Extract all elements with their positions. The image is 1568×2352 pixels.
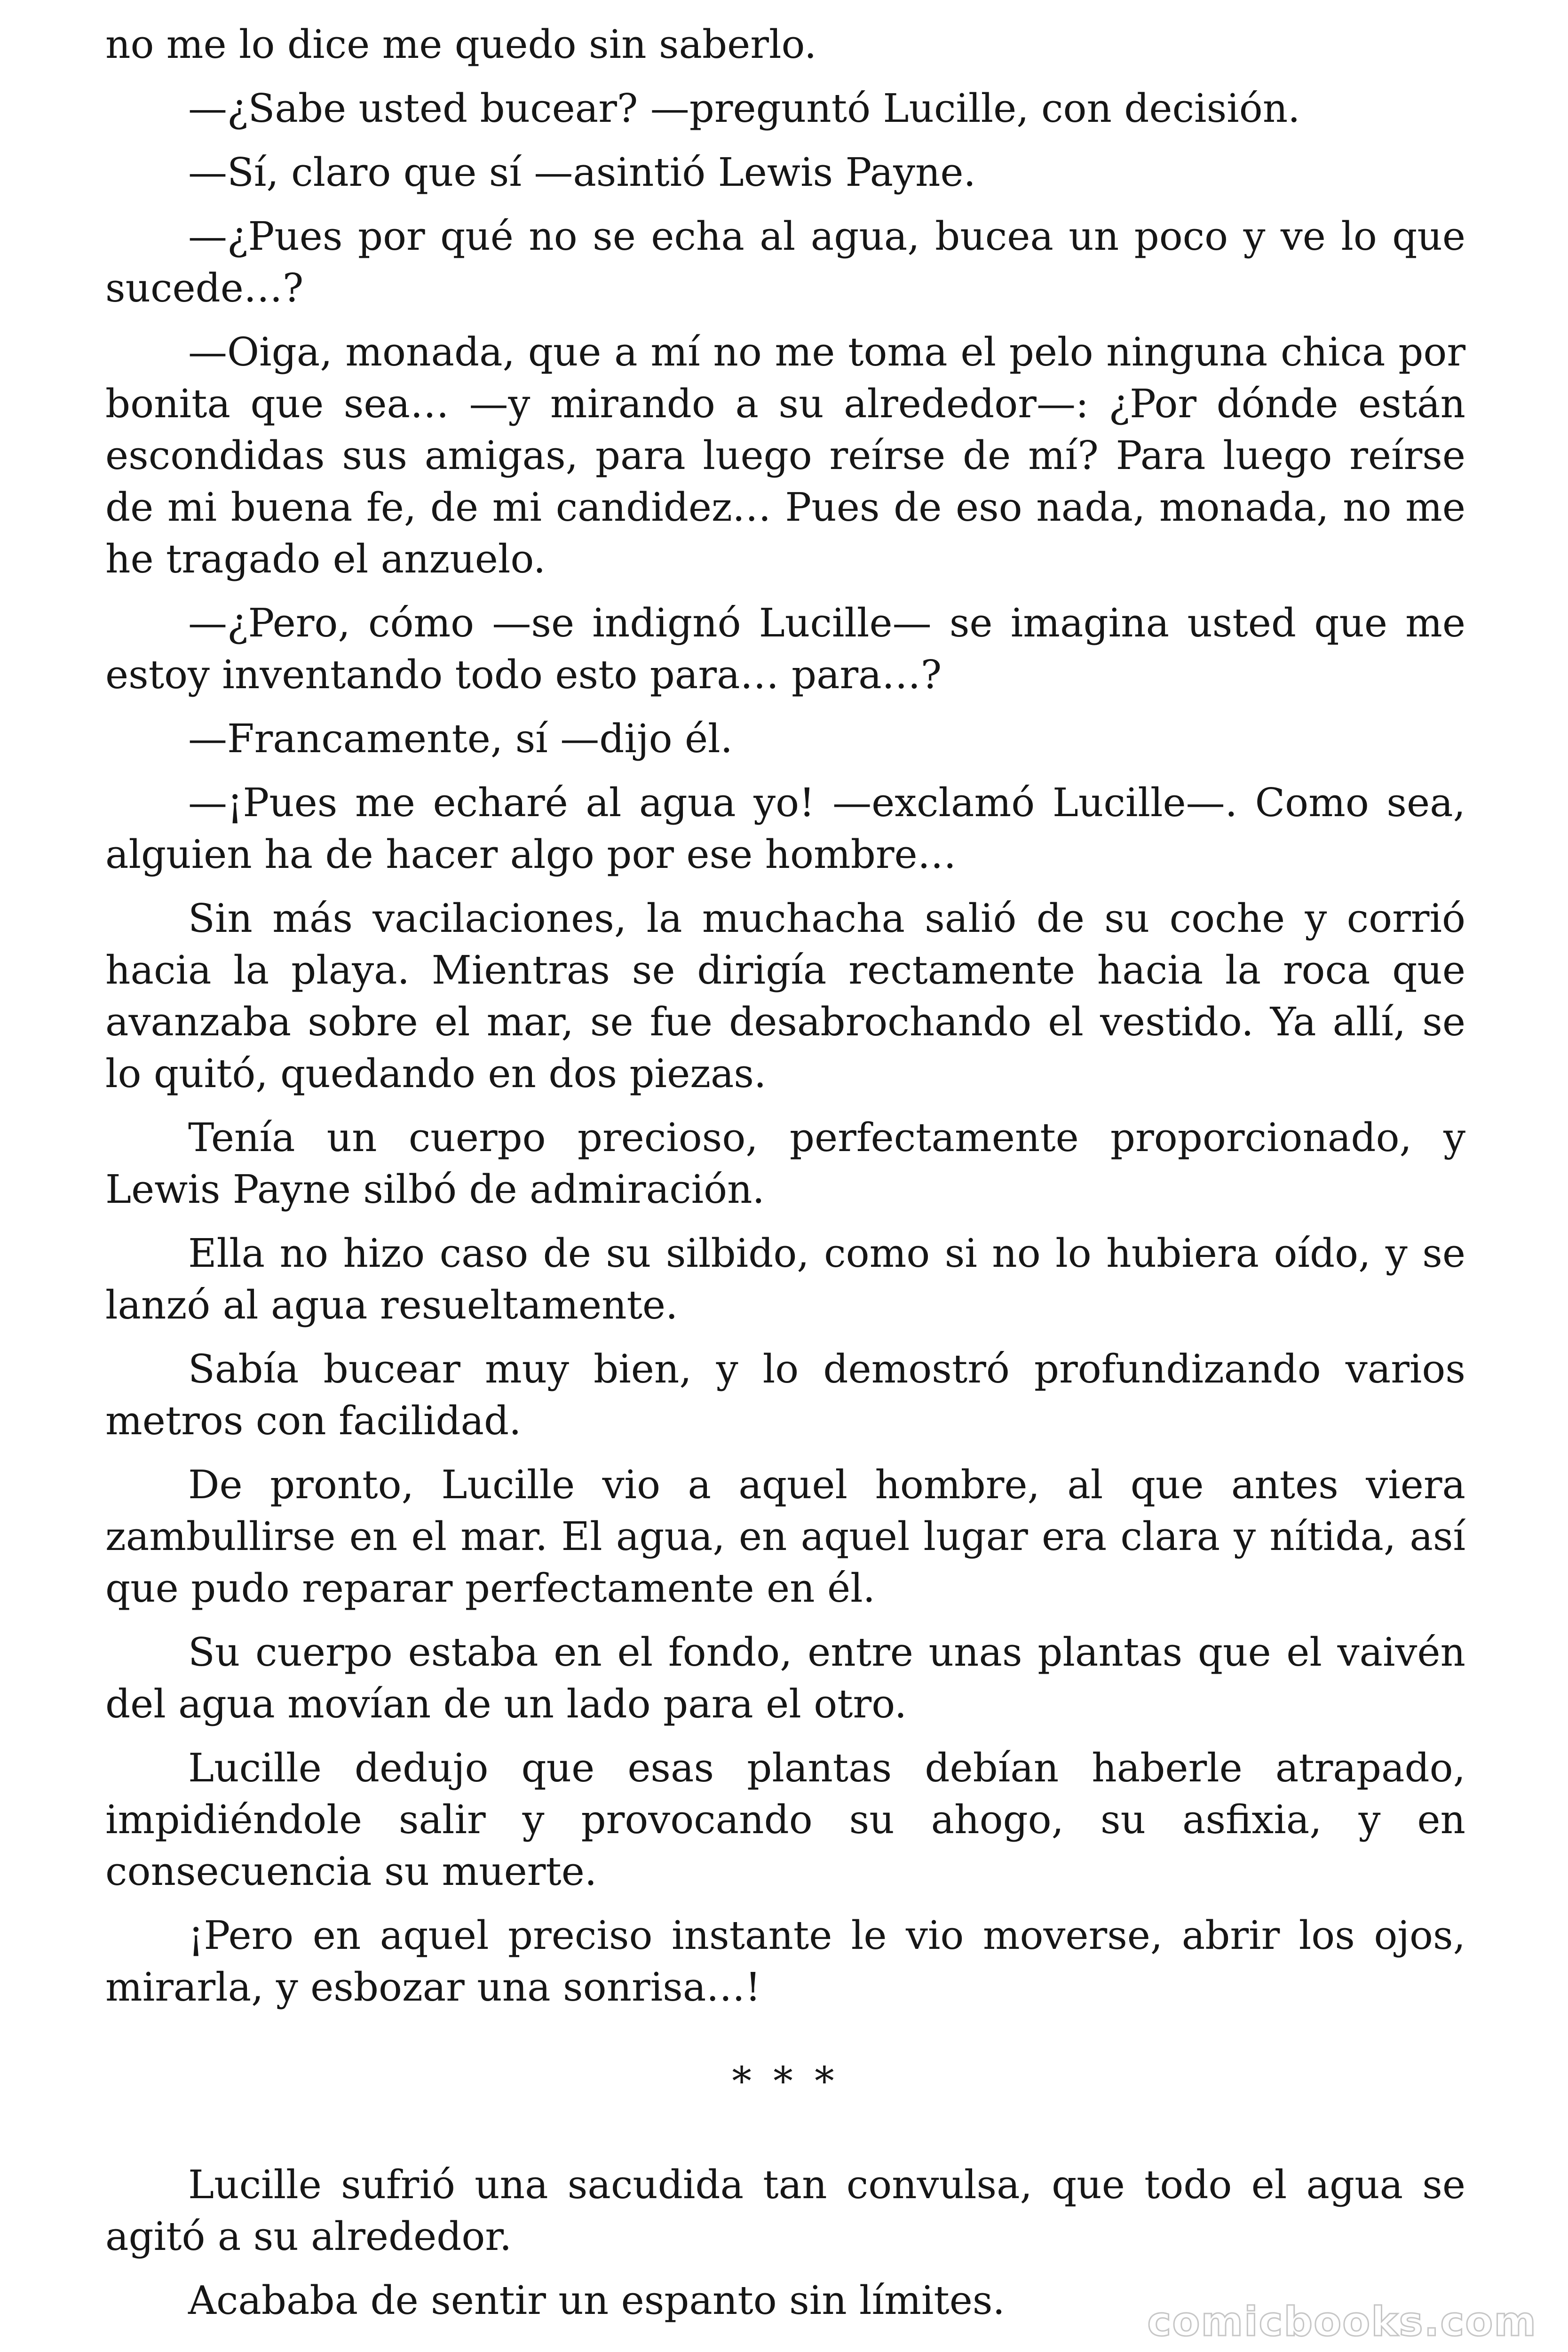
paragraph: ¡Pero en aquel preciso instante le vio moverse, abrir los ojos, mirarla, y esbozar una sonrisa…! [105, 1913, 1465, 2010]
book-page [105, 19, 1465, 2339]
paragraph: Lucille dedujo que esas plantas debían haberle atrapado, impidiéndole salir y provocando su ahogo, su asfixia, y en consecuencia su muerte. [105, 1745, 1465, 1894]
paragraph: Tenía un cuerpo precioso, perfectamente proporcionado, y Lewis Payne silbó de admiración. [105, 1115, 1465, 1212]
paragraph: De pronto, Lucille vio a aquel hombre, al que antes viera zambullirse en el mar. El agua, en aquel lugar era clara y nítida, así que pudo reparar perfectamente en él. [105, 1462, 1465, 1611]
paragraph: —¡Pues me echaré al agua yo! —exclamó Lucille—. Como sea, alguien ha de hacer algo por ese hombre… [105, 780, 1465, 877]
paragraph: no me lo dice me quedo sin saberlo. [105, 22, 817, 67]
paragraph: Sin más vacilaciones, la muchacha salió de su coche y corrió hacia la playa. Mientras se dirigía rectamente hacia la roca que avanzaba sobre el mar, se fue desabrochando el vestido. Ya allí, se lo quitó, quedando en dos piezas. [105, 896, 1465, 1097]
watermark: comicbooks.com [1147, 2298, 1537, 2345]
paragraph: —Oiga, monada, que a mí no me toma el pelo ninguna chica por bonita que sea… —y mirando a su alrededor—: ¿Por dónde están escondidas sus amigas, para luego reírse de mí? Para luego reírse de mi buena fe, de mi candidez… Pues de eso nada, monada, no me he tragado el anzuelo. [105, 329, 1465, 582]
paragraph: Ella no hizo caso de su silbido, como si no lo hubiera oído, y se lanzó al agua resueltamente. [105, 1231, 1465, 1328]
paragraph: Lucille sufrió una sacudida tan convulsa, que todo el agua se agitó a su alrededor. [105, 2162, 1465, 2259]
paragraph: Acababa de sentir un espanto sin límites. [188, 2278, 1005, 2323]
paragraph: —Francamente, sí —dijo él. [188, 716, 733, 762]
paragraph: —¿Pero, cómo —se indignó Lucille— se imagina usted que me estoy inventando todo esto para… para…? [105, 600, 1465, 698]
paragraph: —¿Pues por qué no se echa al agua, bucea un poco y ve lo que sucede…? [105, 214, 1465, 311]
paragraph: —¿Sabe usted bucear? —preguntó Lucille, con decisión. [188, 86, 1300, 131]
paragraph: —Sí, claro que sí —asintió Lewis Payne. [188, 150, 976, 195]
paragraph: Su cuerpo estaba en el fondo, entre unas plantas que el vaivén del agua movían de un lado para el otro. [105, 1629, 1465, 1727]
section-separator: * * * [732, 2058, 839, 2104]
paragraph: Sabía bucear muy bien, y lo demostró profundizando varios metros con facilidad. [105, 1346, 1465, 1444]
